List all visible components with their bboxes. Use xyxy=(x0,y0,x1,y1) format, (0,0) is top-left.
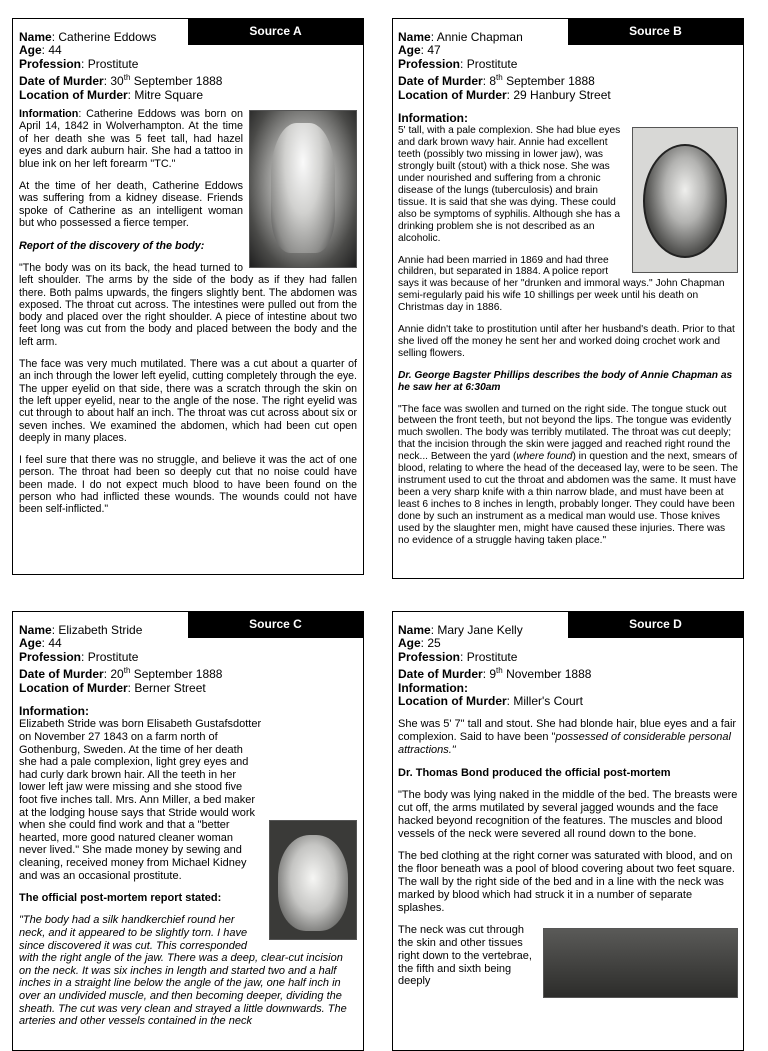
source-a-info: Information: Catherine Eddows was born on April 14, 1842 in Wolverhampton. At the time of her death she was 5 feet tall, had hazel eyes and dark auburn hair. She had a tattoo in blue ink on her left forearm "TC." xyxy=(19,108,244,170)
source-d-age: 25 xyxy=(427,636,441,651)
source-b-name: Annie Chapman xyxy=(436,30,523,44)
source-a-photo xyxy=(249,110,357,268)
source-b-location: 29 Hanbury Street xyxy=(513,87,611,102)
source-b-age: 47 xyxy=(427,43,441,58)
source-b-info-3: Annie didn't take to prostitution until after her husband's death. Prior to that she lived off the money he sent her and worked doing crochet work and selling flowers. xyxy=(398,324,735,359)
source-c-info-heading: Information: xyxy=(19,704,89,719)
source-b-info-2: Annie had been married in 1869 and had three children, but separated in 1884. A police report says it was because of her "drunken and immoral ways." John Chapman semi-regularly paid his wife 10 shillings per week until his death on Christmas day in 1886. xyxy=(398,254,725,314)
source-b-date: 8th September 1888 xyxy=(489,73,595,89)
source-b-info-1: 5' tall, with a pale complexion. She had blue eyes and dark brown wavy hair. Annie had excellent teeth (possibly two missing in lower jaw), was strongly built (stout) with a thick nose. She was under nourished and suffering from a chronic disease of the lungs (tuberculosis) and brain tissue. It is said that she was dying. These could also be symptoms of syphilis. Although she has a drinking problem she is not described as an alcoholic. xyxy=(398,125,621,244)
source-a-report-2: The face was very much mutilated. There was a cut about a quarter of an inch through the lower left eyelid, cutting completely through the eye. The upper eyelid on that side, there was a scratch through the skin on the left upper eyelid, near to the angle of the nose. The right eyelid was cut through to about half an inch. The throat was cut across about six or seven inches. We examined the abdomen, which had been cut open deeply in many places. xyxy=(19,358,357,444)
source-c-date: 20th September 1888 xyxy=(110,666,223,682)
source-c-age: 44 xyxy=(48,636,62,651)
source-d-report-heading: Dr. Thomas Bond produced the official post-mortem xyxy=(398,766,671,779)
source-d-card xyxy=(392,611,744,1051)
source-a-report-heading: Report of the discovery of the body: xyxy=(19,239,205,252)
source-d-info-label: Information: xyxy=(398,680,468,695)
source-d-report-1: "The body was lying naked in the middle of the bed. The breasts were cut off, the arms mutilated by several jagged wounds and the face hacked beyond recognition of the features. The muscles and blood vessels of the neck were severed all round down to the bone. xyxy=(398,789,738,840)
source-a-profession: Prostitute xyxy=(87,56,139,71)
source-d-report-3: The neck was cut through the skin and other tissues right down to the vertebrae, the fifth and sixth being deeply xyxy=(398,924,532,988)
source-d-details: Name: Mary Jane Kelly Age: 25 Profession: Prostitute Date of Murder: 9th November 1888 Information: Location of Murder: Miller's Court xyxy=(398,623,592,709)
source-c-profession: Prostitute xyxy=(87,649,139,664)
body-photo-icon xyxy=(271,123,335,253)
source-b-report-heading: Dr. George Bagster Phillips describes the body of Annie Chapman as he saw her at 6:30am xyxy=(398,369,733,393)
portrait-icon xyxy=(643,144,727,258)
source-c-card xyxy=(12,611,364,1051)
source-d-location: Miller's Court xyxy=(513,694,583,709)
source-d-tag: Source D xyxy=(568,612,743,638)
source-c-location: Berner Street xyxy=(134,680,206,695)
source-a-location: Mitre Square xyxy=(134,87,204,102)
source-a-date: 30th September 1888 xyxy=(110,73,223,89)
source-a-report-3: I feel sure that there was no struggle, and believe it was the act of one person. The throat had been so deeply cut that no noise could have been made. I do not expect much blood to have been found on the person who had inflicted these wounds. The wounds could not have been self-inflicted." xyxy=(19,454,357,516)
source-c-report: "The body had a silk handkerchief round her neck, and it appeared to be slightly torn. I have since discovered it was cut. This corresponded with the right angle of the jaw. There was a deep, clear-cut incision on the neck. It was six inches in length and started two and a half inches in a straight line below the angle of the jaw, one half inch in over an undivided muscle, and then becoming deeper, dividing the sheath. The cut was very clean and strayed a little downwards. The arteries and other vessels contained in the neck xyxy=(19,914,347,1028)
source-d-date: 9th November 1888 xyxy=(489,666,592,682)
source-a-tag: Source A xyxy=(188,19,363,45)
source-b-report: "The face was swollen and turned on the right side. The tongue stuck out between the front teeth, but not beyond the lips. The tongue was evidently much swollen. The body was terribly mutilated. The throat was cut deeply; that the incision through the skin were jagged and reached right round the neck... Between the yard (where found) in question and the next, smears of blood, relating to where the head of the deceased lay, were to be seen. The instrument used to cut the throat and abdomen was the same. It must have been a very sharp knife with a thin narrow blade, and must have been at least 6 inches to 8 inches in length, probably longer. They could have been done by such an instrument as a medical man would use. Those knives used by the slaughter men, might have caused these injuries. There was no evidence of a struggle having taken place." xyxy=(398,403,739,546)
source-d-report-2: The bed clothing at the right corner was saturated with blood, and on the floor beneath was a pool of blood covering about two feet square. The wall by the right side of the bed and in a line with the neck was marked by blood which had struck it in a number of separate splashes. xyxy=(398,850,735,914)
source-a-card xyxy=(12,18,364,575)
source-b-profession: Prostitute xyxy=(466,56,518,71)
source-c-info: Elizabeth Stride was born Elisabeth Gustafsdotter on November 27 1843 on a farm north of Gothenburg, Sweden. At the time of her death she had a pale complexion, light grey eyes and had curly dark brown hair. All the teeth in her lower left jaw were missing and she stood five foot five inches tall. Mrs. Ann Miller, a bed maker at the lodging house says that Stride would work when she could find work and that a "better hearted, more good natured cleaner woman never lived." She made money by sewing and cleaning, received money from Michael Kidney and was an occasional prostitute. xyxy=(19,718,262,882)
source-d-photo xyxy=(543,928,738,998)
source-b-photo xyxy=(632,127,738,273)
source-c-tag: Source C xyxy=(188,612,363,638)
source-a-info-2: At the time of her death, Catherine Eddows was suffering from a kidney disease. Friends spoke of Catherine as an intelligent woman but who possessed a fierce temper. xyxy=(19,180,243,230)
source-a-age: 44 xyxy=(48,43,62,58)
face-photo-icon xyxy=(278,835,348,931)
source-b-details: Name: Annie Chapman Age: 47 Profession: Prostitute Date of Murder: 8th September 1888 Location of Murder: 29 Hanbury Street xyxy=(398,30,611,102)
source-b-card xyxy=(392,18,744,579)
source-d-name: Mary Jane Kelly xyxy=(437,623,523,637)
source-c-report-heading: The official post-mortem report stated: xyxy=(19,892,222,905)
source-c-photo xyxy=(269,820,357,940)
source-a-details: Name: Catherine Eddows Age: 44 Profession: Prostitute Date of Murder: 30th September 1888 Location of Murder: Mitre Square xyxy=(19,30,223,102)
source-a-report-1: "The body was on its back, the head turned to left shoulder. The arms by the side of the body as if they had fallen there. Both palms upwards, the fingers slightly bent. The abdomen was exposed. The throat cut across. The intestines were pulled out from the body and placed over the right shoulder. A piece of intestine about two feet long was cut from the body and placed between the body and the left arm. xyxy=(19,261,357,348)
source-c-details: Name: Elizabeth Stride Age: 44 Profession: Prostitute Date of Murder: 20th September 1888 Location of Murder: Berner Street xyxy=(19,623,223,695)
source-b-info-heading: Information: xyxy=(398,111,468,126)
source-a-name: Catherine Eddows xyxy=(58,30,157,44)
source-d-profession: Prostitute xyxy=(466,649,518,664)
source-b-tag: Source B xyxy=(568,19,743,45)
source-c-name: Elizabeth Stride xyxy=(58,623,143,637)
source-d-description: She was 5' 7" tall and stout. She had blonde hair, blue eyes and a fair complexion. Said to have been "possessed of considerable personal attractions." xyxy=(398,718,737,757)
